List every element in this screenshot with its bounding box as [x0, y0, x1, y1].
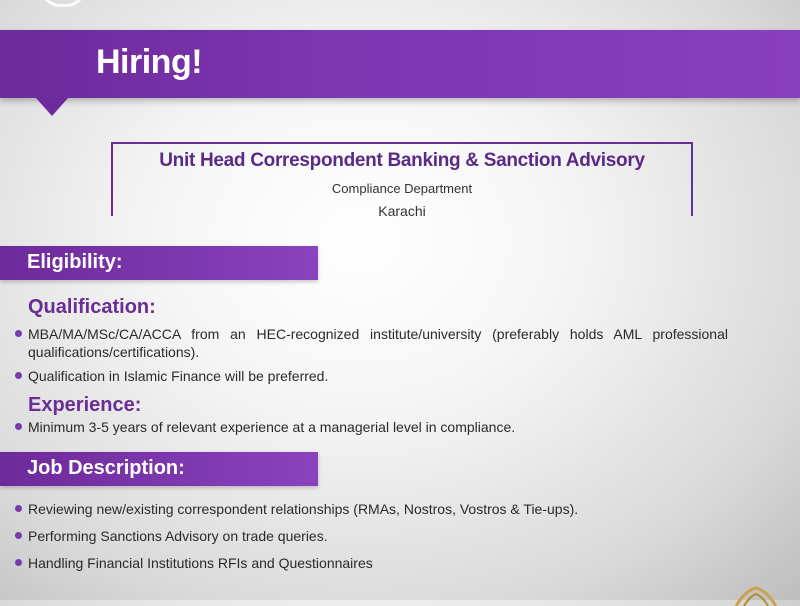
job-description-item: Handling Financial Institutions RFIs and Questionnaires [28, 555, 373, 571]
qualification-item: Qualification in Islamic Finance will be preferred. [28, 368, 329, 384]
job-department: Compliance Department [331, 181, 473, 196]
hiring-title: Hiring! [96, 43, 203, 81]
experience-item: Minimum 3-5 years of relevant experience at a managerial level in compliance. [28, 419, 516, 435]
hiring-banner [0, 30, 800, 98]
job-description-heading: Job Description: [27, 457, 185, 479]
banner-notch [36, 98, 68, 116]
job-description-list [14, 500, 728, 572]
qualification-list [14, 325, 728, 385]
eligibility-heading: Eligibility: [27, 251, 123, 273]
list-item [14, 554, 728, 572]
bullet-icon [15, 559, 22, 566]
top-logo-arc [40, 0, 86, 7]
experience-list [14, 418, 728, 436]
job-title-box [111, 142, 693, 219]
bullet-icon [15, 423, 22, 430]
bullet-icon [15, 372, 22, 379]
job-description-section-bar [0, 452, 318, 486]
list-item [14, 418, 728, 436]
qualification-heading: Qualification: [28, 296, 156, 318]
job-location: Karachi [378, 203, 426, 219]
job-description-item: Reviewing new/existing correspondent relationships (RMAs, Nostros, Vostros & Tie-ups). [28, 501, 579, 517]
bullet-icon [15, 505, 22, 512]
job-description-item: Performing Sanctions Advisory on trade queries. [28, 528, 328, 544]
list-item [14, 527, 728, 545]
gold-logo-icon [732, 586, 780, 606]
bullet-icon [15, 532, 22, 539]
list-item [14, 500, 728, 518]
job-title: Unit Head Correspondent Banking & Sanction Advisory [159, 150, 645, 171]
bullet-icon [15, 330, 22, 337]
list-item [14, 325, 728, 361]
list-item [14, 367, 728, 385]
eligibility-section-bar [0, 246, 318, 280]
qualification-item: MBA/MA/MSc/CA/ACCA from an HEC-recognized institute/university (preferably holds AML professional qualifications/certifications). [28, 326, 728, 360]
experience-heading: Experience: [28, 394, 142, 416]
